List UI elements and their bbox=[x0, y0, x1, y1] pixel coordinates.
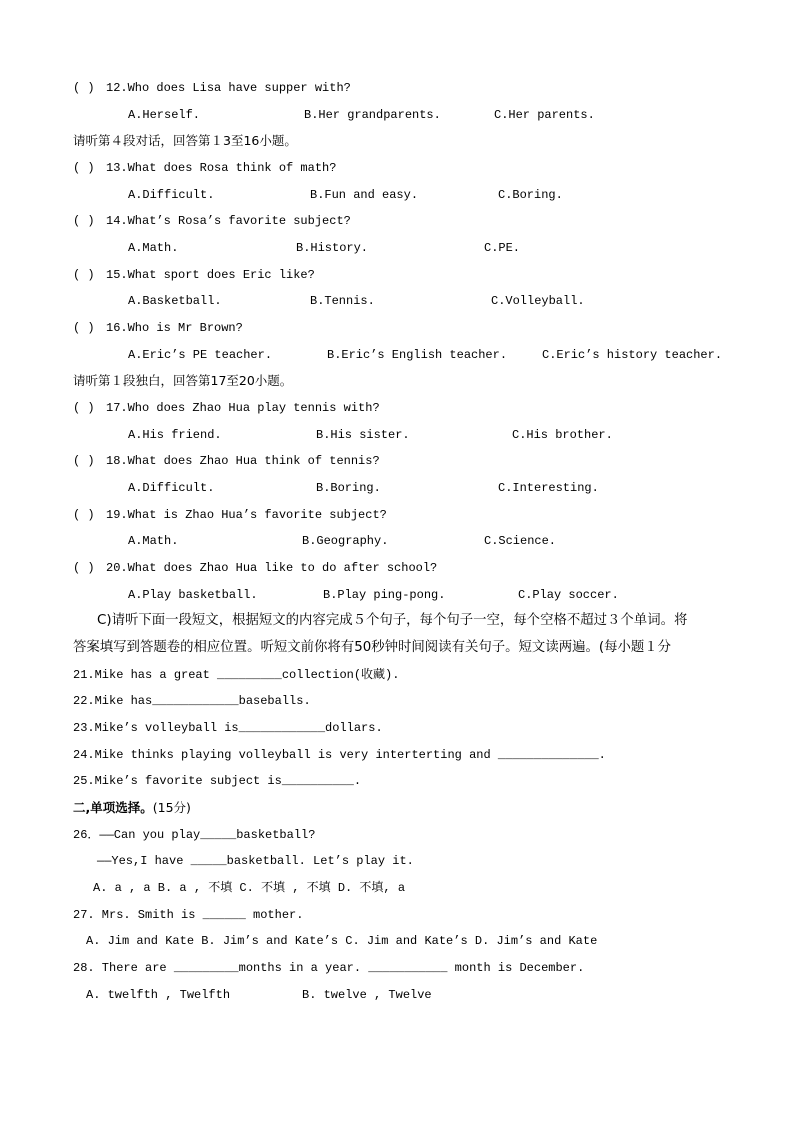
choice-q27-line-1: 27. Mrs. Smith is ______ mother. bbox=[73, 908, 304, 922]
option-a: A.Basketball. bbox=[128, 294, 222, 308]
instruction-dialog-4: 请听第４段对话，回答第１3至16小题。 bbox=[73, 133, 297, 148]
answer-parenthesis: ( ) bbox=[73, 561, 95, 575]
option-c: C.Her parents. bbox=[494, 108, 595, 122]
option-b: B.Her grandparents. bbox=[304, 108, 441, 122]
choice-q26-options: A. a , a B. a , 不填 C. 不填 , 不填 D. 不填, a bbox=[93, 881, 406, 895]
fill-item-22: 22.Mike has____________baseballs. bbox=[73, 694, 311, 708]
section-title: 二,单项选择。 bbox=[73, 800, 153, 815]
instruction-monologue-1: 请听第１段独白，回答第17至20小题。 bbox=[73, 373, 293, 388]
option-c: C.PE. bbox=[484, 241, 521, 255]
question-text: 18.What does Zhao Hua think of tennis? bbox=[106, 454, 380, 468]
section-score: (15分) bbox=[152, 800, 191, 815]
option-b: B.Eric’s English teacher. bbox=[327, 348, 508, 362]
option-c: C.Play soccer. bbox=[518, 588, 619, 602]
answer-parenthesis: ( ) bbox=[73, 161, 95, 175]
option-a: A.Difficult. bbox=[128, 481, 215, 495]
option-b: B.Geography. bbox=[302, 534, 389, 548]
option-b: B.Tennis. bbox=[310, 294, 375, 308]
option-b: B.History. bbox=[296, 241, 369, 255]
question-text: 14.What’s Rosa’s favorite subject? bbox=[106, 214, 351, 228]
fill-item-25: 25.Mike’s favorite subject is__________. bbox=[73, 774, 362, 788]
option-c: C.Eric’s history teacher. bbox=[542, 348, 723, 362]
question-text: 20.What does Zhao Hua like to do after school? bbox=[106, 561, 438, 575]
option-a: A.His friend. bbox=[128, 428, 222, 442]
option-a: A.Play basketball. bbox=[128, 588, 258, 602]
option-a: A.Eric’s PE teacher. bbox=[128, 348, 273, 362]
answer-parenthesis: ( ) bbox=[73, 321, 95, 335]
answer-parenthesis: ( ) bbox=[73, 81, 95, 95]
fill-item-23: 23.Mike’s volleyball is____________dollars. bbox=[73, 721, 383, 735]
answer-parenthesis: ( ) bbox=[73, 214, 95, 228]
question-text: 17.Who does Zhao Hua play tennis with? bbox=[106, 401, 380, 415]
option-a: A.Difficult. bbox=[128, 188, 215, 202]
choice-q28-line-1: 28. There are _________months in a year. ___________ month is December. bbox=[73, 961, 585, 975]
option-b: B.His sister. bbox=[316, 428, 410, 442]
option-c: C.Boring. bbox=[498, 188, 563, 202]
answer-parenthesis: ( ) bbox=[73, 401, 95, 415]
option-a: A.Math. bbox=[128, 534, 179, 548]
answer-parenthesis: ( ) bbox=[73, 268, 95, 282]
question-text: 13.What does Rosa think of math? bbox=[106, 161, 337, 175]
option-c: C.Science. bbox=[484, 534, 557, 548]
option-c: C.His brother. bbox=[512, 428, 613, 442]
part-c-instruction-line-1: C)请听下面一段短文，根据短文的内容完成５个句子，每个句子一空，每个空格不超过３个单词。将 bbox=[97, 613, 688, 628]
part-c-instruction-line-2: 答案填写到答题卷的相应位置。听短文前你将有50秒钟时间阅读有关句子。短文读两遍。(每小题１分 bbox=[73, 640, 672, 655]
option-c: C.Volleyball. bbox=[491, 294, 585, 308]
option-c: C.Interesting. bbox=[498, 481, 599, 495]
answer-parenthesis: ( ) bbox=[73, 454, 95, 468]
option-b: B.Boring. bbox=[316, 481, 381, 495]
choice-q26-line-2: ——Yes,I have _____basketball. Let’s play it. bbox=[97, 854, 414, 868]
option-a: A.Herself. bbox=[128, 108, 201, 122]
question-text: 12.Who does Lisa have supper with? bbox=[106, 81, 351, 95]
choice-q26-line-1: 26．——Can you play_____basketball? bbox=[73, 828, 316, 842]
fill-item-24: 24.Mike thinks playing volleyball is very interterting and ______________. bbox=[73, 748, 606, 762]
question-text: 16.Who is Mr Brown? bbox=[106, 321, 243, 335]
question-text: 19.What is Zhao Hua’s favorite subject? bbox=[106, 508, 387, 522]
fill-item-21: 21.Mike has a great _________collection(收藏). bbox=[73, 668, 400, 682]
question-text: 15.What sport does Eric like? bbox=[106, 268, 315, 282]
option-b: B. twelve , Twelve bbox=[302, 988, 432, 1002]
option-a: A. twelfth , Twelfth bbox=[86, 988, 231, 1002]
option-b: B.Fun and easy. bbox=[310, 188, 419, 202]
choice-q27-options: A. Jim and Kate B. Jim’s and Kate’s C. Jim and Kate’s D. Jim’s and Kate bbox=[86, 934, 598, 948]
option-b: B.Play ping-pong. bbox=[323, 588, 446, 602]
answer-parenthesis: ( ) bbox=[73, 508, 95, 522]
option-a: A.Math. bbox=[128, 241, 179, 255]
section-2-heading bbox=[73, 800, 191, 816]
